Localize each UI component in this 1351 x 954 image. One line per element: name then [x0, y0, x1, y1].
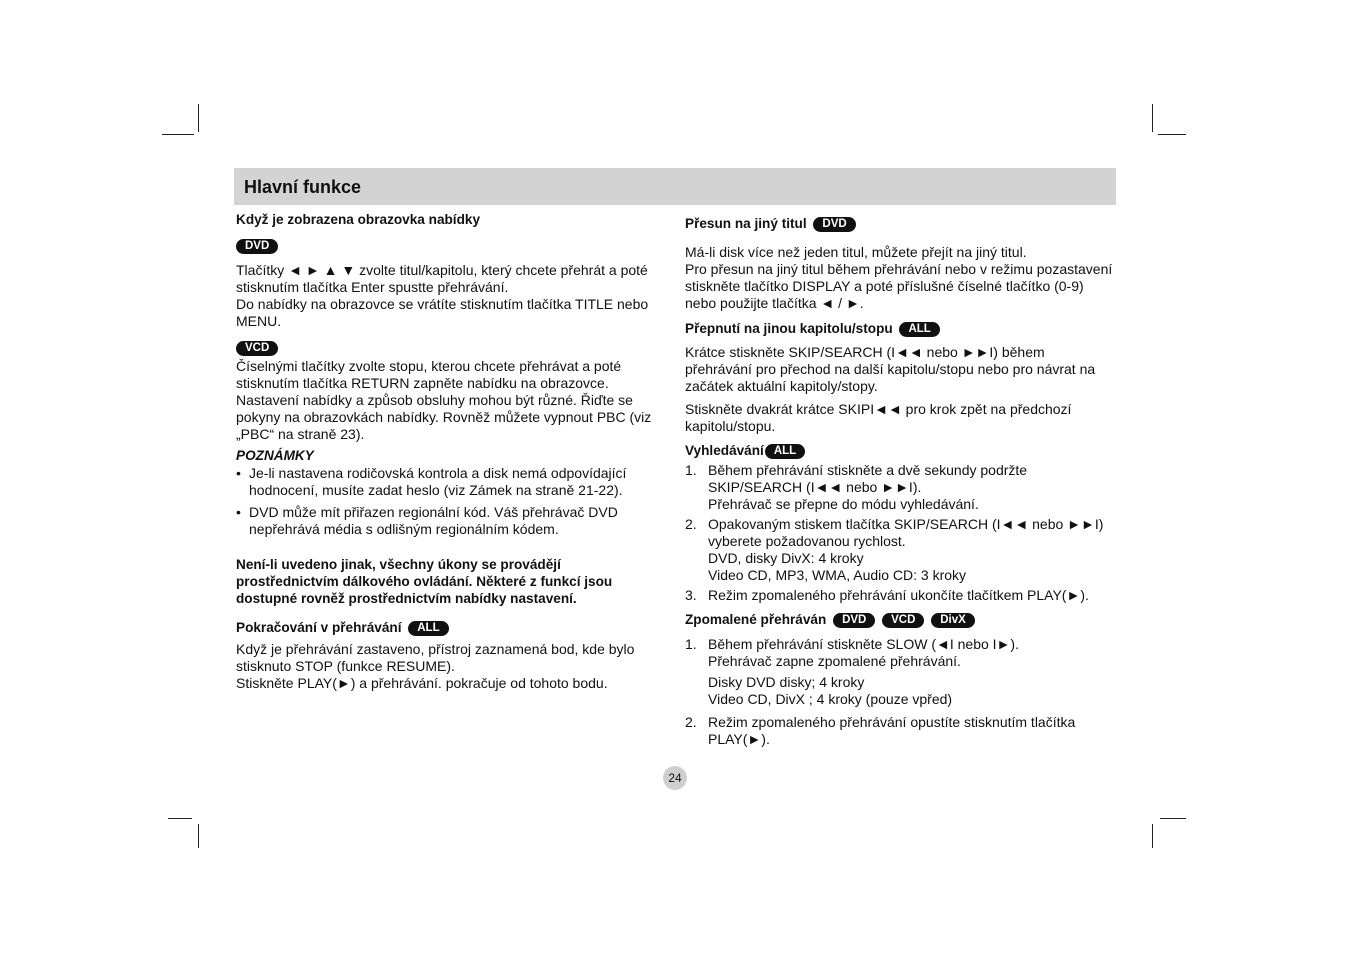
divx-badge: DivX — [931, 613, 975, 628]
page-number: 24 — [663, 766, 687, 790]
step-text: Režim zpomaleného přehrávání opustíte stisknutím tlačítka PLAY(►). — [708, 714, 1076, 747]
chapter-text: Krátce stiskněte SKIP/SEARCH (I◄◄ nebo ►►I) během přehrávání pro přechod na další kapitolu/stopu nebo pro návrat na začátek aktuální kapitoly/stopy. — [685, 344, 1096, 394]
step-text: DVD, disky DivX: 4 kroky — [708, 550, 864, 566]
title-skip-text: Pro přesun na jiný titul během přehrávání nebo v režimu pozastavení stiskněte tlačítko DISPLAY a poté příslušné číselné tlačítko (0-9) nebo použijte tlačítka ◄ / ►. — [685, 261, 1113, 311]
step-text: Video CD, DivX ; 4 kroky (pouze vpřed) — [708, 691, 953, 707]
step-number: 1. — [685, 636, 697, 652]
notes-heading: POZNÁMKY — [236, 448, 314, 463]
dvd-badge: DVD — [813, 217, 855, 232]
crop-mark — [1152, 104, 1153, 132]
list-item: • Je-li nastavena rodičovská kontrola a disk nemá odpovídající hodnocení, musíte zadat heslo (viz Zámek na straně 21-22). — [236, 465, 666, 499]
step-text: Přehrávač se přepne do módu vyhledávání. — [708, 496, 979, 512]
crop-mark — [1152, 824, 1153, 848]
step-text: Režim zpomaleného přehrávání ukončíte tlačítkem PLAY(►). — [708, 587, 1089, 603]
vcd-badge: VCD — [236, 341, 278, 356]
left-column — [236, 211, 666, 692]
step-number: 2. — [685, 516, 697, 532]
crop-mark — [198, 824, 199, 848]
dvd-badge-line — [236, 237, 666, 254]
right-column — [685, 215, 1115, 748]
slow-steps — [685, 636, 1115, 748]
slow-heading — [685, 611, 1115, 628]
title-text: Má-li disk více než jeden titul, můžete přejít na jiný titul. — [685, 244, 1027, 260]
list-item — [685, 462, 1115, 513]
list-item — [685, 587, 1115, 604]
resume-text: Když je přehrávání zastaveno, přístroj zaznamená bod, kde bylo stisknuto STOP (funkce RESUME). — [236, 641, 635, 674]
step-number: 2. — [685, 714, 697, 730]
chapter-heading-label: Přepnutí na jinou kapitolu/stopu — [685, 321, 893, 336]
dvd-badge: DVD — [236, 239, 278, 254]
slow-heading-label: Zpomalené přehráván — [685, 612, 827, 627]
all-badge: ALL — [899, 322, 939, 337]
step-text: Video CD, MP3, WMA, Audio CD: 3 kroky — [708, 567, 967, 583]
list-item — [685, 714, 1115, 748]
dvd-badge: DVD — [833, 613, 875, 628]
dvd-menu-return-text: Do nabídky na obrazovce se vrátíte stisknutím tlačítka TITLE nebo MENU. — [236, 296, 649, 329]
vcd-badge: VCD — [882, 613, 924, 628]
crop-mark — [168, 818, 192, 819]
resume-heading-label: Pokračování v přehrávání — [236, 620, 402, 635]
step-text: Během přehrávání stiskněte SLOW (◄I nebo I►). — [708, 636, 1019, 652]
crop-mark — [162, 134, 194, 135]
chapter-heading — [685, 320, 1115, 337]
resume-play-text: Stiskněte PLAY(►) a přehrávání. pokračuje od tohoto bodu. — [236, 675, 608, 691]
vcd-menu-text: Číselnými tlačítky zvolte stopu, kterou chcete přehrávat a poté stisknutím tlačítka RETURN zapněte nabídku na obrazovce. Nastavení nabídky a způsob obsluhy mohou být různé. Řiďte se pokyny na obrazovkách nabídky. Rovněž můžete vypnout PBC (viz „PBC“ na straně 23). — [236, 358, 652, 442]
step-text: Během přehrávání stiskněte a dvě sekundy podržte SKIP/SEARCH (I◄◄ nebo ►►I). — [708, 462, 1028, 495]
step-number: 3. — [685, 587, 697, 603]
menu-heading: Když je zobrazena obrazovka nabídky — [236, 212, 481, 227]
search-heading-label: Vyhledávání — [685, 443, 764, 458]
dvd-menu-text: Tlačítky ◄ ► ▲ ▼ zvolte titul/kapitolu, který chcete přehrát a poté stisknutím tlačítka Enter spustte přehrávání. — [236, 262, 648, 295]
list-item — [685, 516, 1115, 584]
chapter-back-text: Stiskněte dvakrát krátce SKIPI◄◄ pro krok zpět na předchozí kapitolu/stopu. — [685, 401, 1072, 434]
search-heading — [685, 442, 1115, 459]
crop-mark — [1158, 134, 1186, 135]
section-header-bar — [234, 168, 1116, 205]
step-text: Opakovaným stiskem tlačítka SKIP/SEARCH (I◄◄ nebo ►►I) vyberete požadovanou rychlost. — [708, 516, 1104, 549]
step-text: Přehrávač zapne zpomalené přehrávání. — [708, 653, 961, 669]
page-title: Hlavní funkce — [244, 177, 362, 197]
all-badge: ALL — [765, 444, 805, 459]
resume-heading — [236, 619, 666, 636]
crop-mark — [198, 104, 199, 132]
crop-mark — [1160, 818, 1186, 819]
general-note: Není-li uvedeno jinak, všechny úkony se provádějí prostřednictvím dálkového ovládání. Některé z funkcí jsou dostupné rovněž prostřednictvím nabídky nastavení. — [236, 557, 613, 606]
all-badge: ALL — [408, 621, 448, 636]
title-heading — [685, 215, 1115, 232]
step-number: 1. — [685, 462, 697, 478]
title-heading-label: Přesun na jiný titul — [685, 216, 807, 231]
vcd-badge-line — [236, 339, 666, 356]
list-item: • DVD může mít přiřazen regionální kód. Váš přehrávač DVD nepřehrává média s odlišným regionálním kódem. — [236, 504, 666, 538]
list-item — [685, 636, 1115, 708]
search-steps — [685, 462, 1115, 604]
step-text: Disky DVD disky; 4 kroky — [708, 674, 865, 690]
notes-list — [236, 465, 666, 538]
